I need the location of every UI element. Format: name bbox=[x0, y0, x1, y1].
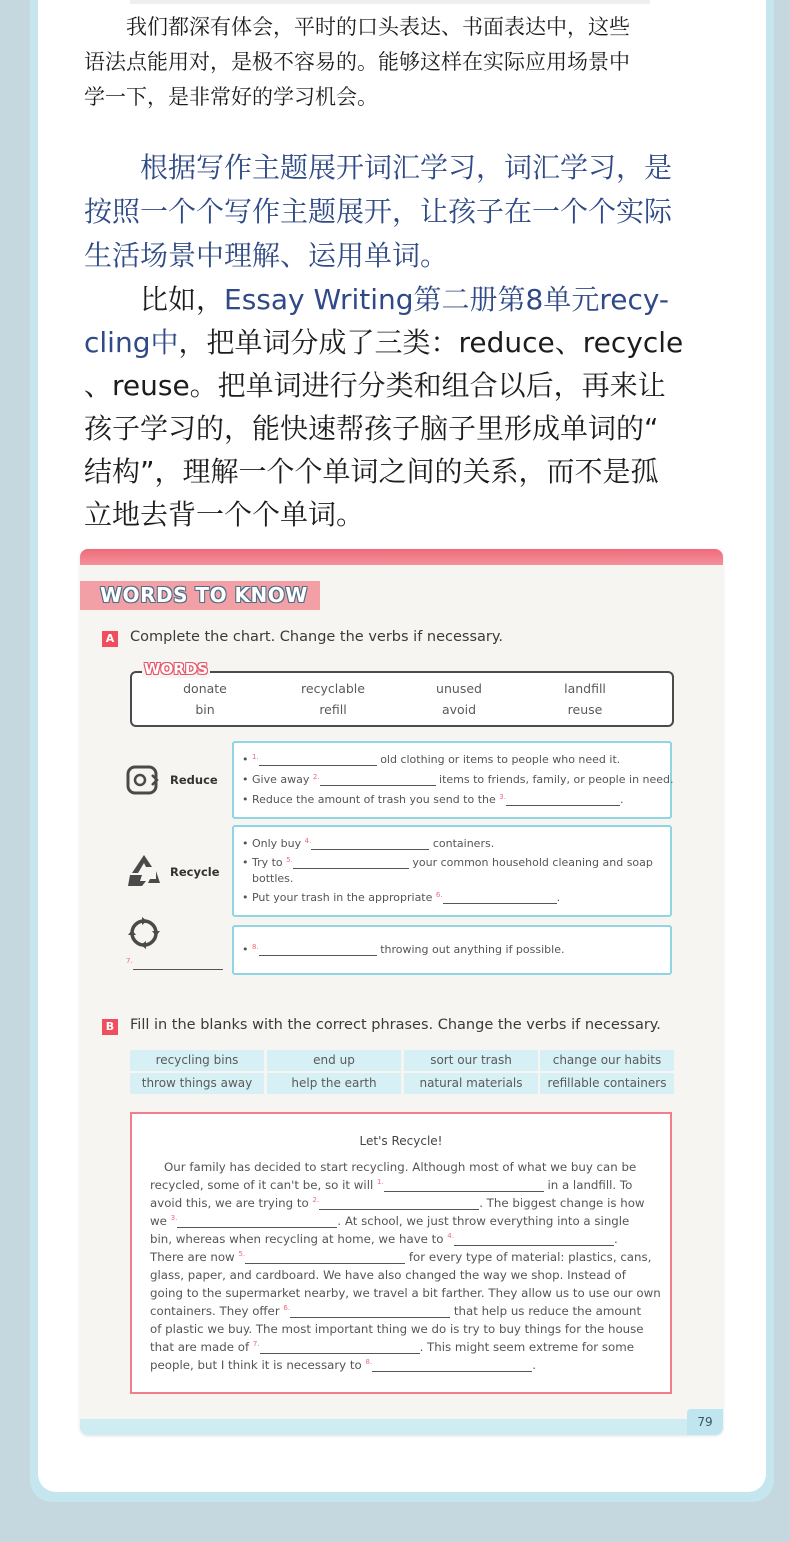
chart-text: containers. bbox=[432, 837, 495, 850]
para3-line: 立地去背一个个单词。 bbox=[84, 498, 365, 531]
page-top-band bbox=[80, 549, 723, 565]
chart-text: your common household cleaning and soap bbox=[412, 856, 653, 869]
section-b-badge: B bbox=[102, 1019, 118, 1035]
story-line: glass, paper, and cardboard. We have also changed the way we shop. Instead of bbox=[150, 1268, 626, 1282]
story-text: containers. They offer bbox=[150, 1304, 280, 1318]
recycle-box: • Only buy $^{4.}$ containers. • Try to $^{5.}$ your common household cleaning and soap bottles. • Put your trash in the appropriate $^{6.}$ . bbox=[232, 825, 672, 917]
words-to-know-banner bbox=[80, 581, 320, 610]
word-item: reuse bbox=[567, 702, 603, 717]
para1-line: 语法点能用对，是极不容易的。能够这样在实际应用场景中 bbox=[84, 50, 630, 74]
story-text: . At school, we just throw everything into a single bbox=[337, 1214, 630, 1228]
story-text: There are now bbox=[150, 1250, 235, 1264]
story-line: Our family has decided to start recycling. Although most of what we buy can be bbox=[164, 1160, 637, 1174]
chart-text: • Only buy bbox=[242, 837, 302, 850]
section-b-title: Fill in the blanks with the correct phrases. Change the verbs if necessary. bbox=[130, 1017, 661, 1033]
chart-text: • Give away bbox=[242, 773, 310, 786]
story-text: we bbox=[150, 1214, 167, 1228]
para2-line: 生活场景中理解、运用单词。 bbox=[84, 239, 449, 272]
para3-text: 比如， bbox=[140, 283, 225, 316]
blank-number: 4. bbox=[304, 837, 312, 845]
section-a-title: Complete the chart. Change the verbs if necessary. bbox=[130, 629, 503, 645]
para3-line: 孩子学习的，能快速帮孩子脑子里形成单词的“ bbox=[84, 412, 659, 445]
banner-title: WORDS TO KNOW bbox=[100, 583, 308, 607]
para2-line: 根据写作主题展开词汇学习，词汇学习，是 bbox=[140, 151, 673, 184]
recycle-label: Recycle bbox=[170, 865, 220, 879]
story-text: avoid this, we are trying to bbox=[150, 1196, 309, 1210]
phrase-item: natural materials bbox=[404, 1073, 538, 1094]
story-line: of plastic we buy. The most important thing we do is try to buy things for the house bbox=[150, 1322, 644, 1336]
para1-line: 我们都深有体会，平时的口头表达、书面表达中，这些 bbox=[126, 15, 630, 39]
blank-number: 6. bbox=[435, 891, 443, 899]
blank-number: 7. bbox=[252, 1340, 260, 1348]
story-text: that help us reduce the amount bbox=[453, 1304, 642, 1318]
chart-text: • Try to bbox=[242, 856, 283, 869]
phrase-item: help the earth bbox=[267, 1073, 401, 1094]
blank-number: 8. bbox=[365, 1358, 373, 1366]
page-bottom-band bbox=[80, 1419, 723, 1435]
blank-number: 1. bbox=[377, 1178, 384, 1186]
story-text: . The biggest change is how bbox=[479, 1196, 645, 1210]
story-text: recycled, some of it can't be, so it will bbox=[150, 1178, 374, 1192]
chart-text: items to friends, family, or people in need. bbox=[439, 773, 674, 786]
example-paragraph bbox=[84, 278, 724, 536]
chart-text: old clothing or items to people who need it. bbox=[380, 753, 621, 766]
page-number: 79 bbox=[687, 1409, 723, 1435]
chart-text: throwing out anything if possible. bbox=[380, 943, 565, 956]
para3-book-title: cling中 bbox=[84, 326, 179, 359]
blank-number: 3. bbox=[499, 793, 506, 801]
para2-line: 按照一个个写作主题展开，让孩子在一个个实际 bbox=[84, 195, 673, 228]
intro-paragraph bbox=[84, 10, 724, 115]
chart-text: • Put your trash in the appropriate bbox=[242, 891, 433, 904]
phrase-item: refillable containers bbox=[540, 1073, 674, 1094]
story-text: that are made of bbox=[150, 1340, 250, 1354]
blank-number: 2. bbox=[312, 773, 320, 781]
phrase-item: sort our trash bbox=[404, 1050, 538, 1071]
phrase-item: recycling bins bbox=[130, 1050, 264, 1071]
story-box bbox=[130, 1112, 672, 1394]
blank-number: 4. bbox=[447, 1232, 454, 1240]
reuse-icon bbox=[126, 915, 162, 951]
blank-number: 5. bbox=[238, 1250, 246, 1258]
blank-number: 8. bbox=[252, 943, 259, 951]
word-item: donate bbox=[183, 681, 227, 696]
word-item: unused bbox=[436, 681, 482, 696]
phrase-item: end up bbox=[267, 1050, 401, 1071]
blank-number: 3. bbox=[170, 1214, 178, 1222]
para3-line: 结构”，理解一个个单词之间的关系，而不是孤 bbox=[84, 455, 659, 488]
blank-number: 2. bbox=[312, 1196, 320, 1204]
para3-line: 、reuse。把单词进行分类和组合以后，再来让 bbox=[84, 369, 666, 402]
story-title: Let's Recycle! bbox=[359, 1134, 443, 1148]
chart-text: • Reduce the amount of trash you send to the bbox=[242, 793, 496, 806]
phrase-item: change our habits bbox=[540, 1050, 674, 1071]
blank-number: 5. bbox=[286, 856, 293, 864]
story-text: people, but I think it is necessary to bbox=[150, 1358, 362, 1372]
highlight-paragraph bbox=[84, 146, 724, 278]
reuse-box: • $^{8.}$ throwing out anything if possible. bbox=[232, 925, 672, 975]
word-item: refill bbox=[319, 702, 347, 717]
word-bank-label: WORDS bbox=[144, 660, 209, 678]
blank-number: 1. bbox=[252, 753, 259, 761]
story-text: . bbox=[532, 1358, 536, 1372]
phrase-item: throw things away bbox=[130, 1073, 264, 1094]
word-bank-box bbox=[130, 671, 674, 727]
word-item: recyclable bbox=[301, 681, 365, 696]
story-text: bin, whereas when recycling at home, we have to bbox=[150, 1232, 444, 1246]
reduce-icon bbox=[126, 763, 160, 797]
phrase-bank bbox=[130, 1050, 674, 1096]
textbook-page-photo bbox=[80, 549, 723, 1435]
recycle-icon bbox=[126, 853, 162, 887]
story-line: going to the supermarket nearby, we travel a bit farther. They allow us to use our own bbox=[150, 1286, 661, 1300]
word-item: landfill bbox=[564, 681, 606, 696]
story-text: . This might seem extreme for some bbox=[419, 1340, 635, 1354]
reduce-label: Reduce bbox=[170, 773, 218, 787]
story-text: for every type of material: plastics, cans, bbox=[408, 1250, 652, 1264]
chart-text: bottles. bbox=[252, 872, 294, 885]
para3-text: ，把单词分成了三类：reduce、recycle bbox=[178, 326, 684, 359]
story-text: . bbox=[613, 1232, 618, 1246]
word-item: bin bbox=[195, 702, 215, 717]
blank-number: 7. bbox=[126, 957, 133, 965]
top-stripe bbox=[130, 0, 650, 4]
section-a-badge: A bbox=[102, 631, 118, 647]
para3-book-title: Essay Writing第二册第8单元recy- bbox=[224, 283, 670, 316]
para1-line: 学一下，是非常好的学习机会。 bbox=[84, 85, 378, 109]
word-item: avoid bbox=[441, 702, 477, 717]
reduce-box: • $^{1.}$ old clothing or items to people who need it. • Give away $^{2.}$ items to friends, family, or people in need. • Reduce the amount of trash you send to the $^{3.}$ . bbox=[232, 741, 672, 819]
story-text: in a landfill. To bbox=[547, 1178, 633, 1192]
blank-number: 6. bbox=[283, 1304, 291, 1312]
